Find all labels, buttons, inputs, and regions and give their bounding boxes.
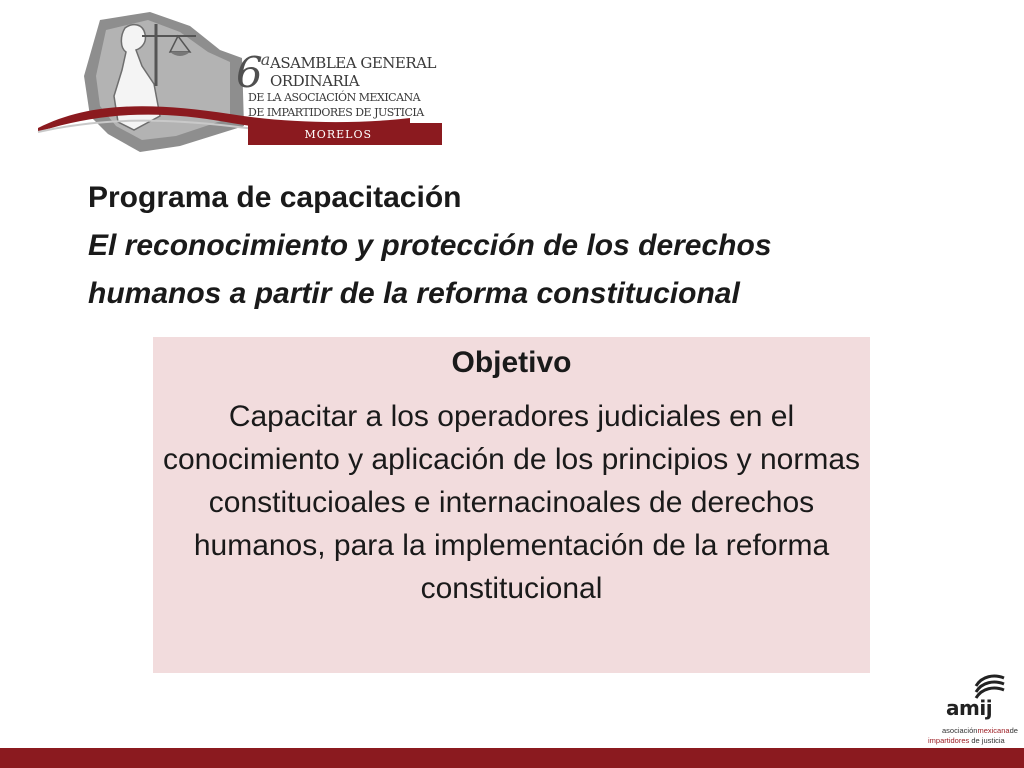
assembly-number: 6$^a$ (236, 48, 271, 97)
amij-subtitle-1: asociaciónmexicanade (942, 726, 1018, 735)
objective-heading: Objetivo (451, 346, 572, 379)
title-line-1: Programa de capacitación (88, 181, 462, 214)
slide-title (88, 174, 948, 318)
title-line-2: El reconocimiento y protección de los derechos (88, 229, 772, 262)
event-logo-text (236, 48, 442, 146)
logo-line-2: ORDINARIA (270, 72, 360, 90)
objective-text: Capacitar a los operadores judiciales en el conocimiento y aplicación de los principios y normas constitucioales e internacinoales de derechos humanos, para la implementación de la reforma constitucional (163, 400, 861, 605)
footer-bar (0, 748, 1024, 768)
amij-logo (924, 670, 1024, 748)
logo-place-band: MORELOS (248, 123, 442, 145)
logo-line-4: DE IMPARTIDORES DE JUSTICIA (248, 106, 424, 119)
logo-line-3: DE LA ASOCIACIÓN MEXICANA (248, 91, 421, 104)
title-line-3: humanos a partir de la reforma constitucional (88, 277, 740, 310)
objective-box (153, 337, 870, 673)
logo-line-1: ASAMBLEA GENERAL (270, 54, 436, 72)
amij-wordmark: amij (946, 696, 993, 720)
amij-subtitle-2: impartidores de justicia (928, 736, 1005, 745)
event-logo (30, 6, 436, 156)
